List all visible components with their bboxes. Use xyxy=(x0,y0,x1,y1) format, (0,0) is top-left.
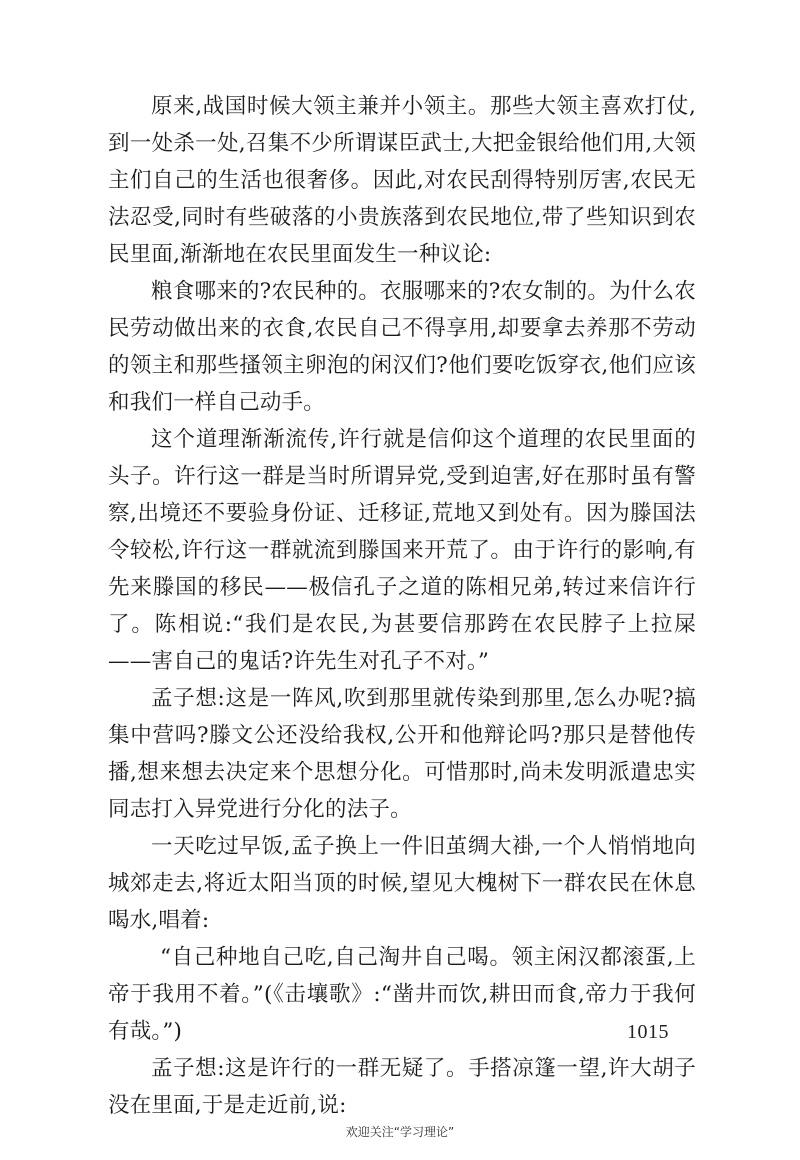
paragraph: 粮食哪来的?农民种的。衣服哪来的?农女制的。为什么农民劳动做出来的衣食,农民自己不得享用,却要拿去养那不劳动的领主和那些搔领主卵泡的闲汉们?他们要吃饭穿衣,他们应该和我们一样自己动手。 xyxy=(108,279,696,415)
paragraph: 这个道理渐渐流传,许行就是信仰这个道理的农民里面的头子。许行这一群是当时所谓异党,受到迫害,好在那时虽有警察,出境还不要验身份证、迁移证,荒地又到处有。因为滕国法令较松,许行这一群就流到滕国来开荒了。由于许行的影响,有先来滕国的移民——极信孔子之道的陈相兄弟,转过来信许行了。陈相说:“我们是农民,为甚要信那跨在农民脖子上拉屎——害自己的鬼话?许先生对孔子不对。” xyxy=(108,427,696,674)
page-number: 1015 xyxy=(627,1021,669,1043)
footer-note: 欢迎关注“学习理论” xyxy=(345,1125,455,1139)
body-text xyxy=(108,88,696,1124)
paragraph: 孟子想:这是许行的一群无疑了。手搭凉篷一望,许大胡子没在里面,于是走近前,说: xyxy=(108,1056,696,1118)
paragraph: 孟子想:这是一阵风,吹到那里就传染到那里,怎么办呢?搞集中营吗?滕文公还没给我权,公开和他辩论吗?那只是替他传播,想来想去决定来个思想分化。可惜那时,尚未发明派遣忠实同志打入异党进行分化的法子。 xyxy=(108,686,696,822)
paragraph: 原来,战国时候大领主兼并小领主。那些大领主喜欢打仗,到一处杀一处,召集不少所谓谋臣武士,大把金银给他们用,大领主们自己的生活也很奢侈。因此,对农民刮得特别厉害,农民无法忍受,同时有些破落的小贵族落到农民地位,带了些知识到农民里面,渐渐地在农民里面发生一种议论: xyxy=(108,94,696,267)
quoted-song: “自己种地自己吃,自己淘井自己喝。领主闲汉都滚蛋,上帝于我用不着。”(《击壤歌》:“凿井而饮,耕田而食,帝力于我何有哉。”) xyxy=(108,945,696,1044)
paragraph: 一天吃过早饭,孟子换上一件旧茧绸大褂,一个人悄悄地向城郊走去,将近太阳当顶的时候,望见大槐树下一群农民在休息喝水,唱着: xyxy=(108,834,696,933)
